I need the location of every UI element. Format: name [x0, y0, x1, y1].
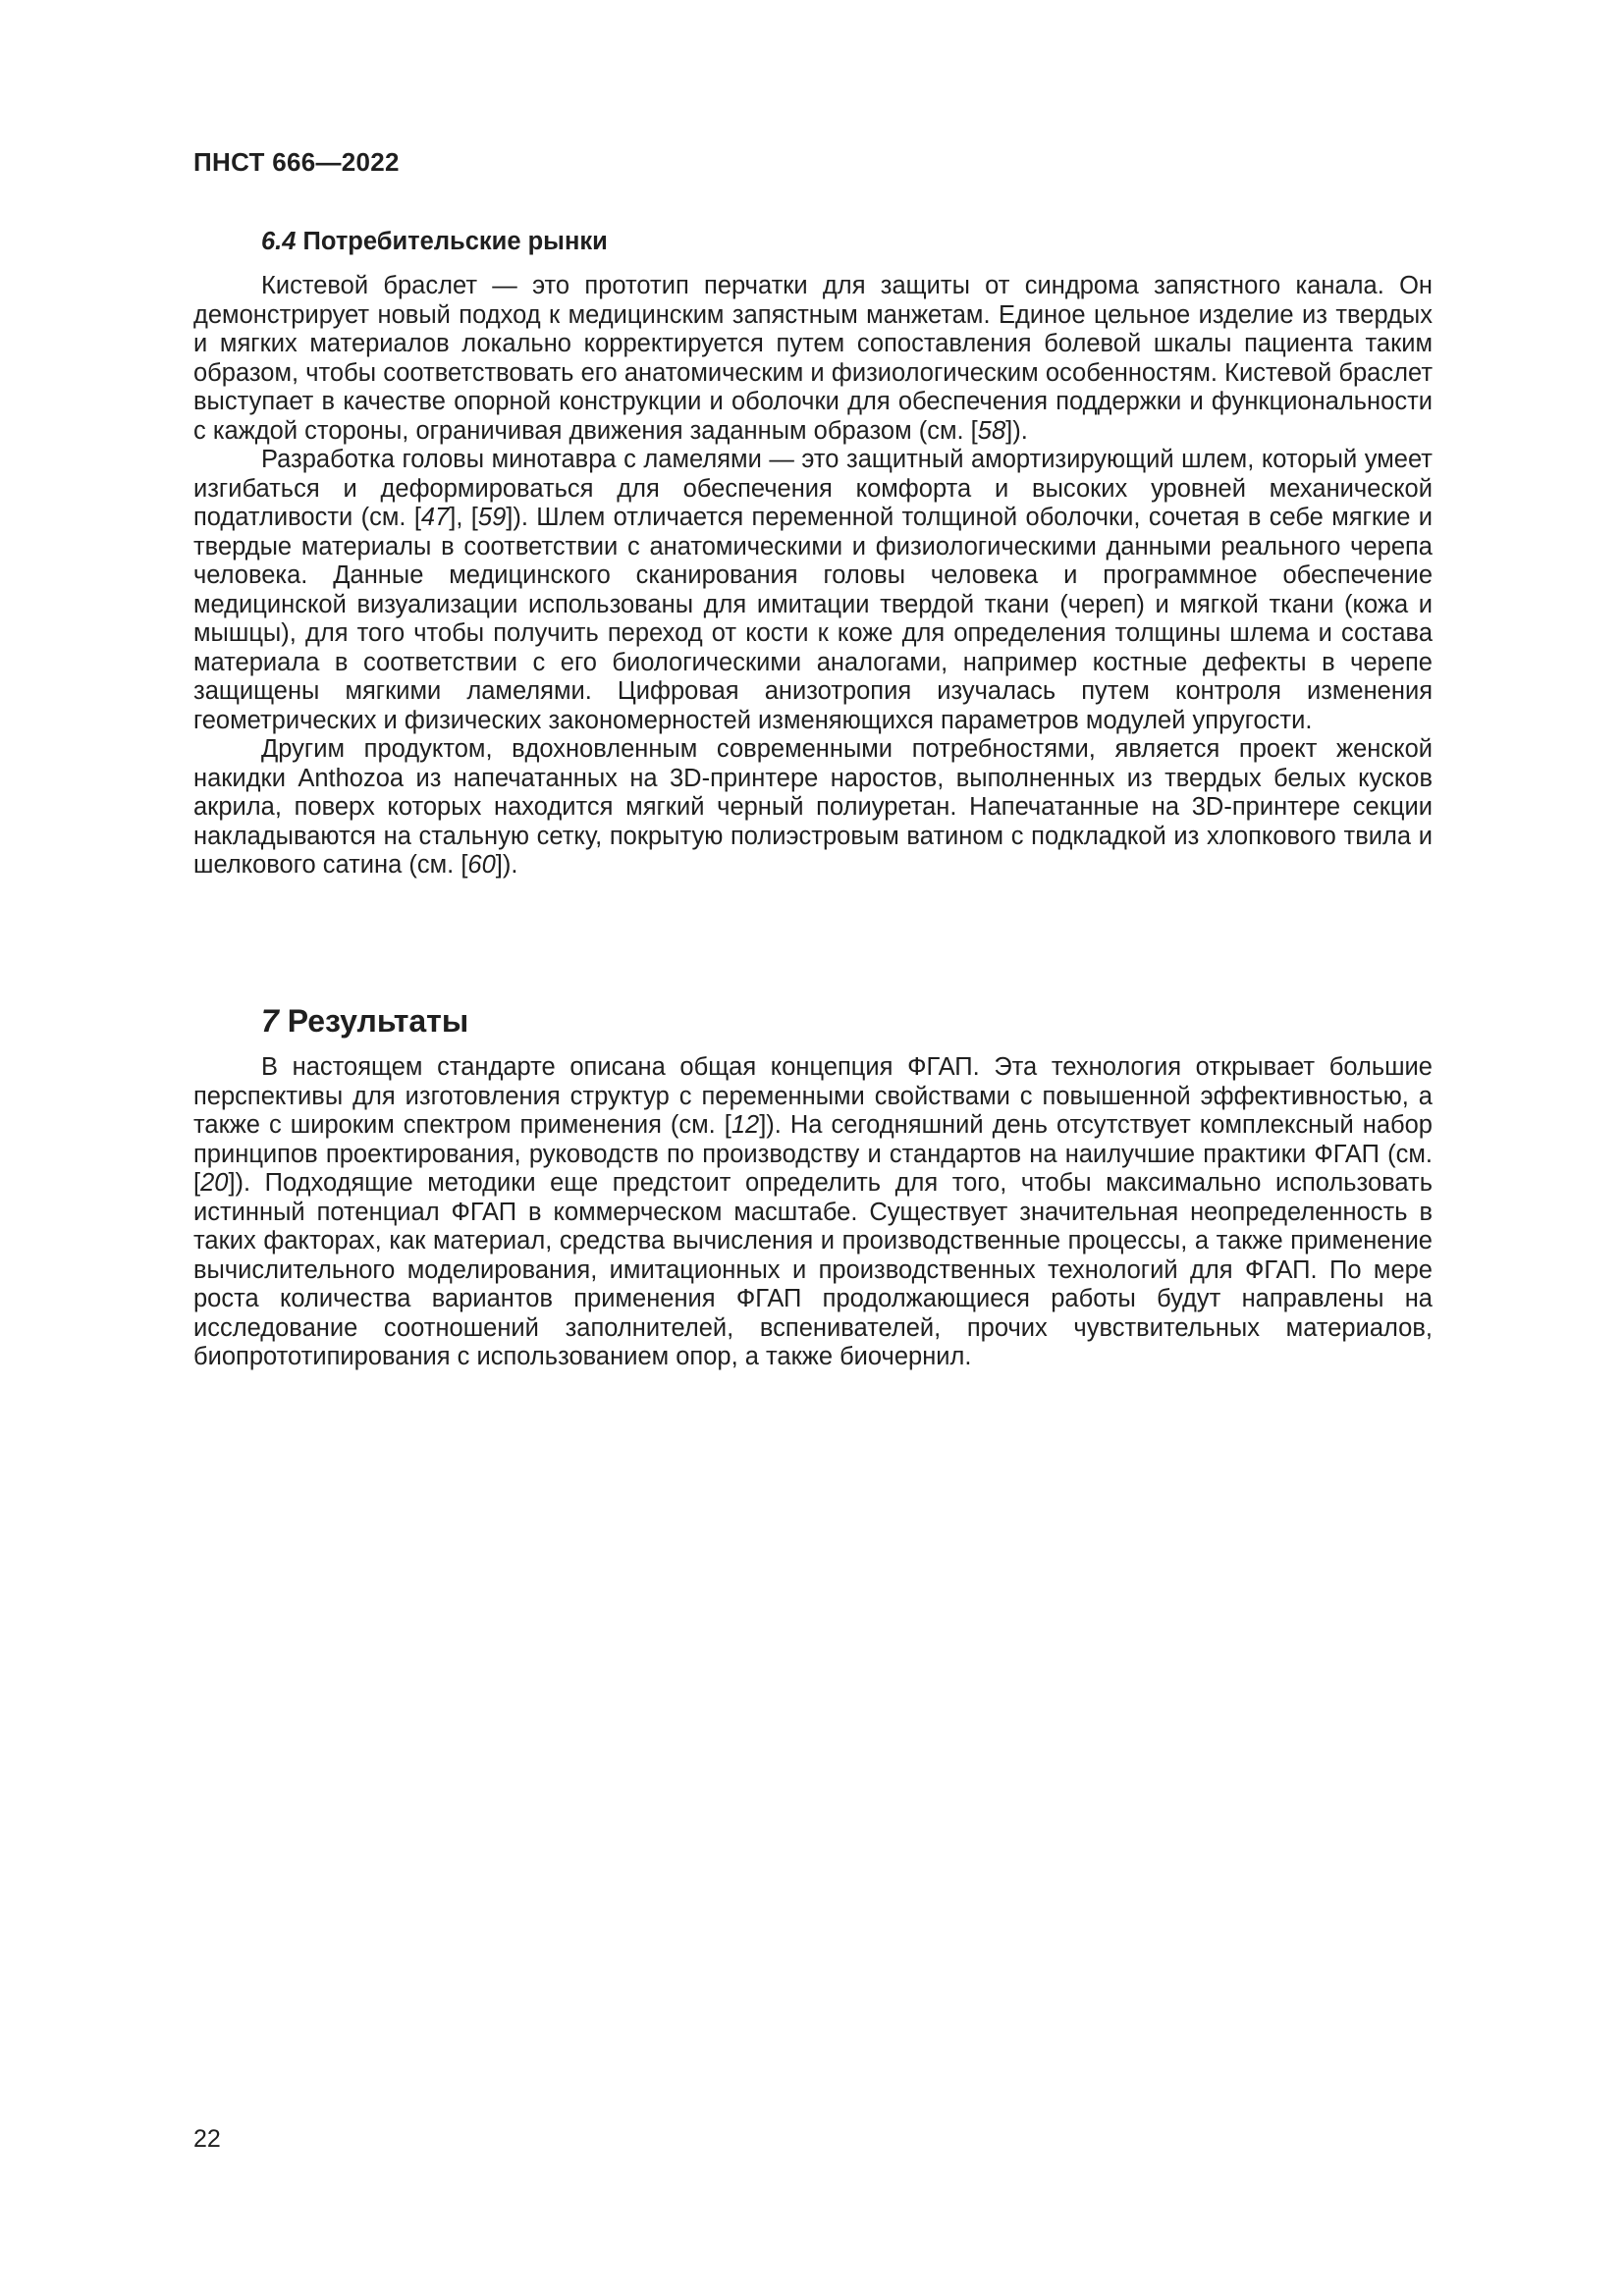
- paragraph-results: В настоящем стандарте описана общая концепция ФГАП. Эта технология открывает большие перспективы для изготовления структур с переменными свойствами с повышенной эффективностью, а также с широким спектром применения (см. [12]). На сегодняшний день отсутствует комплексный набор принципов проектирования, руководств по производству и стандартов на наилучшие практики ФГАП (см. [20]). Подходящие методики еще предстоит определить для того, чтобы максимально использовать истинный потенциал ФГАП в коммерческом масштабе. Существует значительная неопределенность в таких факторах, как материал, средства вычисления и производственные процессы, а также применение вычислительного моделирования, имитационных и производственных технологий для ФГАП. По мере роста количества вариантов применения ФГАП продолжающиеся работы будут направлены на исследование соотношений заполнителей, вспенивателей, прочих чувствительных материалов, биопрототипирования с использованием опор, а также биочернил.: [193, 1053, 1433, 1370]
- section-number: 7: [261, 1003, 279, 1039]
- subsection-heading-6-4: [261, 228, 608, 256]
- reference-60: 60: [467, 851, 496, 879]
- reference-20: 20: [200, 1169, 229, 1197]
- subsection-number: 6.4: [261, 228, 297, 255]
- section-7-body: [193, 1053, 1433, 1372]
- paragraph-minotaur-helmet: Разработка головы минотавра с ламелями — это защитный амортизирующий шлем, который умеет изгибаться и деформироваться для обеспечения комфорта и высоких уровней механической податливости (см. [47], [59]). Шлем отличается переменной толщиной оболочки, сочетая в себе мягкие и твердые материалы в соответствии с анатомическими и физиологическими данными реального черепа человека. Данные медицинского сканирования головы человека и программное обеспечение медицинской визуализации использованы для имитации твердой ткани (череп) и мягкой ткани (кожа и мышцы), для того чтобы получить переход от кости к коже для определения толщины шлема и состава материала в соответствии с его биологическими аналогами, например костные дефекты в черепе защищены мягкими ламелями. Цифровая анизотропия изучалась путем контроля изменения геометрических и физических закономерностей изменяющихся параметров модулей упругости.: [193, 446, 1434, 734]
- page-number: 22: [193, 2125, 221, 2153]
- section-heading-7: [261, 1003, 468, 1040]
- reference-59: 59: [477, 504, 507, 531]
- document-id: ПНСТ 666—2022: [193, 147, 400, 177]
- subsection-title: Потребительские рынки: [302, 228, 608, 255]
- reference-47: 47: [420, 504, 450, 531]
- paragraph-anthozoa-cape: Другим продуктом, вдохновленным современными потребностями, является проект женской накидки Anthozoa из напечатанных на 3D-принтере наростов, выполненных из твердых белых кусков акрила, поверх которых находится мягкий черный полиуретан. Напечатанные на 3D-принтере секции накладываются на стальную сетку, покрытую полиэстровым ватином с подкладкой из хлопкового твила и шелкового сатина (см. [60]).: [193, 735, 1433, 879]
- reference-12: 12: [731, 1111, 760, 1139]
- section-title: Результаты: [287, 1003, 469, 1039]
- subsection-6-4-body: [193, 272, 1433, 881]
- paragraph-wrist-brace: Кистевой браслет — это прототип перчатки для защиты от синдрома запястного канала. Он демонстрирует новый подход к медицинским запястным манжетам. Единое цельное изделие из твердых и мягких материалов локально корректируется путем сопоставления болевой шкалы пациента таким образом, чтобы соответствовать его анатомическим и физиологическим особенностям. Кистевой браслет выступает в качестве опорной конструкции и оболочки для обеспечения поддержки и функциональности с каждой стороны, ограничивая движения заданным образом (см. [58]).: [193, 272, 1433, 445]
- reference-58: 58: [977, 416, 1006, 445]
